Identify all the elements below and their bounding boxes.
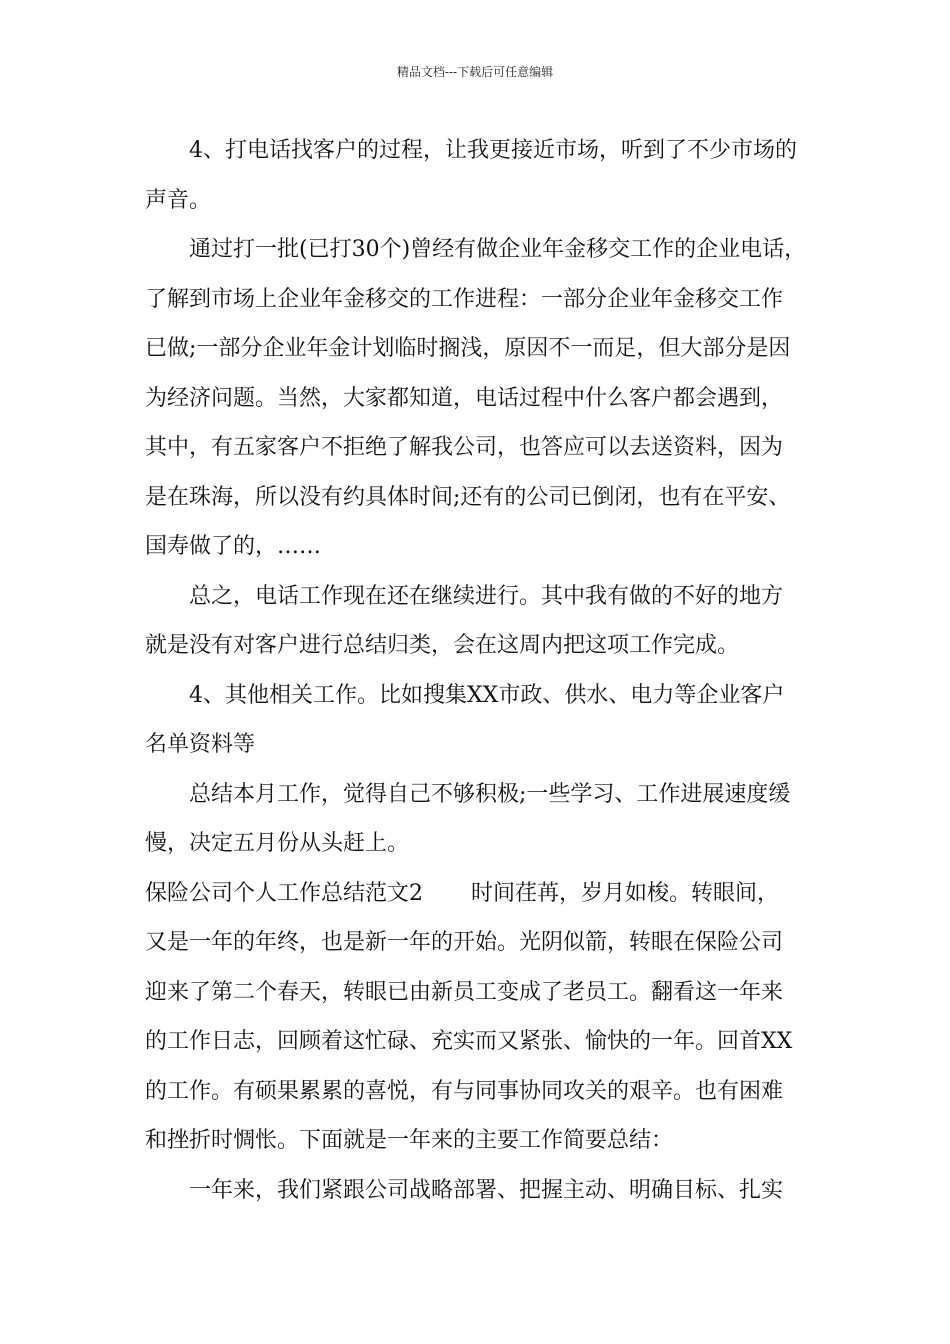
text-line: 就是没有对客户进行总结归类，会在这周内把这项工作完成。 <box>145 633 740 658</box>
paragraph-block-2 <box>145 918 809 1215</box>
text-line: 了解到市场上企业年金移交的工作进程：一部分企业年金移交工作 <box>145 286 784 312</box>
text-line: 名单资料等 <box>145 732 256 757</box>
text-line: 4、其他相关工作。比如搜集XX市政、供水、电力等企业客户 <box>189 682 785 708</box>
text-line: 迎来了第二个春天，转眼已由新员工变成了老员工。翻看这一年来 <box>145 979 784 1005</box>
text-line: 和挫折时惆怅。下面就是一年来的主要工作简要总结： <box>145 1128 674 1153</box>
section-title-continuation: 时间荏苒，岁月如梭。转眼间， <box>471 880 780 906</box>
text-line: 已做;一部分企业年金计划临时搁浅，原因不一而足，但大部分是因 <box>145 336 791 361</box>
text-line: 的工作日志，回顾着这忙碌、充实而又紧张、愉快的一年。回首XX <box>145 1029 793 1054</box>
text-line: 总结本月工作，觉得自己不够积极;一些学习、工作进展速度缓 <box>189 781 791 807</box>
page-header: 精品文档---下载后可任意编辑 <box>396 65 554 79</box>
text-line: 4、打电话找客户的过程，让我更接近市场，听到了不少市场的 <box>189 138 797 163</box>
section-title-line <box>145 869 809 919</box>
section-title: 保险公司个人工作总结范文2 <box>145 880 423 906</box>
text-line: 声音。 <box>145 187 212 213</box>
text-line: 的工作。有硕果累累的喜悦，有与同事协同攻关的艰辛。也有困难 <box>145 1078 784 1104</box>
text-line: 是在珠海，所以没有约具体时间;还有的公司已倒闭，也有在平安、 <box>145 484 791 510</box>
text-line: 为经济问题。当然，大家都知道，电话过程中什么客户都会遇到， <box>145 385 784 411</box>
text-line: 国寿做了的，…… <box>145 534 322 559</box>
text-line: 慢，决定五月份从头赶上。 <box>145 831 410 856</box>
paragraph-block-1 <box>145 126 809 869</box>
text-line: 总之，电话工作现在还在继续进行。其中我有做的不好的地方 <box>189 583 784 609</box>
document-body <box>145 126 809 1215</box>
text-line: 又是一年的年终，也是新一年的开始。光阴似箭，转眼在保险公司 <box>145 930 784 955</box>
text-line: 一年来，我们紧跟公司战略部署、把握主动、明确目标、扎实 <box>189 1177 784 1203</box>
text-line: 其中，有五家客户不拒绝了解我公司，也答应可以去送资料，因为 <box>145 435 784 460</box>
text-line: 通过打一批(已打30个)曾经有做企业年金移交工作的企业电话， <box>189 237 807 262</box>
